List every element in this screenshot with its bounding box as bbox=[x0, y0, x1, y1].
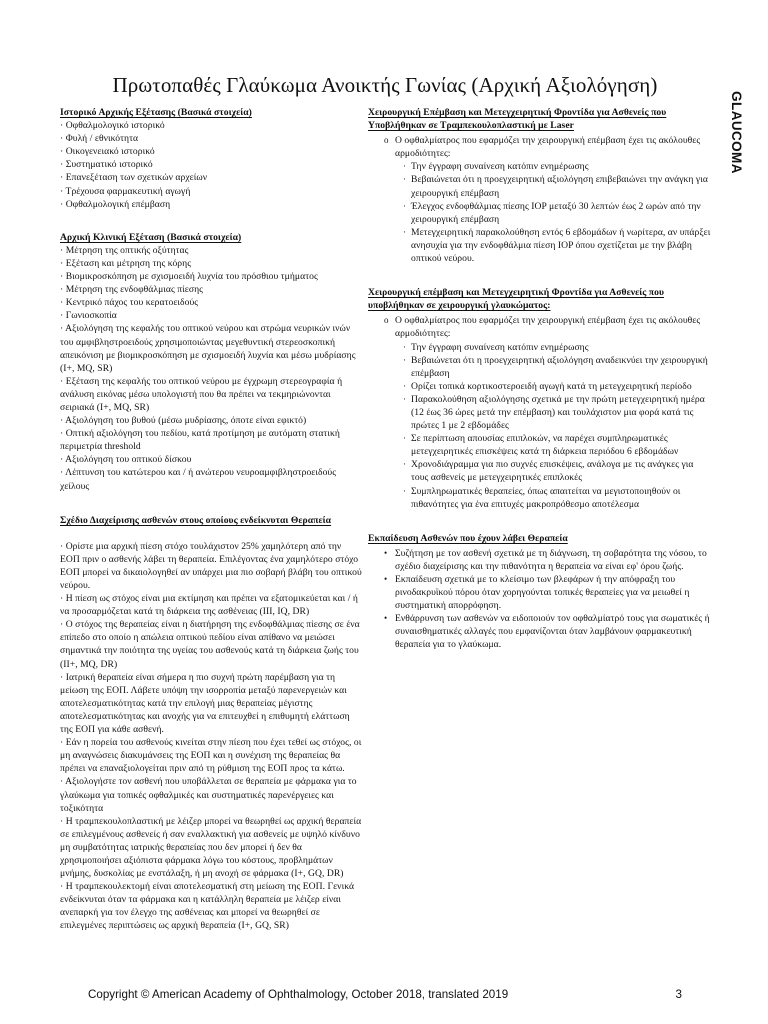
list-item: · Βεβαιώνεται ότι η προεγχειρητική αξιολόγηση επιβεβαιώνει την ανάγκη για χειρουργική επέμβαση bbox=[403, 174, 708, 199]
list-item: · Ιατρική θεραπεία είναι σήμερα η πιο συχνή πρώτη παρέμβαση για τη μείωση της ΕΟΠ. Λάβετε υπόψη την ισορροπία μεταξύ παρενεργειών και αποτελεσματικότητας κατά την επιλογή μιας θεραπείας μέγιστης αποτελεσματικότητας και ανοχής για να επιτευχθεί η επιθυμητή ελάττωση της ΕΟΠ για κάθε ασθενή. bbox=[60, 671, 350, 736]
list-item: · Αξιολόγηση του βυθού (μέσω μυδρίασης, όποτε είναι εφικτό) bbox=[60, 415, 307, 427]
left-column bbox=[60, 106, 362, 933]
section-laser-surgery bbox=[368, 106, 713, 265]
page-number: 3 bbox=[675, 988, 682, 1001]
list-item: · Αξιολόγηση της κεφαλής του οπτικού νεύρου και στρώμα νευρικών ινών του αμφιβληστροειδούς χρησιμοποιώντας μεγεθυντική στερεοσκοπική απεικόνιση με βιομικροσκόπηση με σχισμοειδή λυχνία και μέσω μυδρίασης (I+, MQ, SR) bbox=[60, 323, 356, 374]
list-item: · Γωνιοσκοπία bbox=[60, 310, 117, 322]
section-title: Χειρουργική Επέμβαση και Μετεγχειρητική Φροντίδα για Ασθενείς που Υποβλήθηκαν σε Τραμπεκουλοπλαστική με Laser bbox=[368, 107, 667, 132]
list-item: · Εξέταση και μέτρηση της κόρης bbox=[60, 257, 192, 269]
section-title: Σχέδιο Διαχείρισης ασθενών στους οποίους ενδείκνυται Θεραπεία bbox=[60, 514, 332, 526]
list-item: · Τρέχουσα φαρμακευτική αγωγή bbox=[60, 185, 191, 197]
section-title: Χειρουργική επέμβαση και Μετεγχειρητική Φροντίδα για Ασθενείς που υποβλήθηκαν σε χειρουργική γλαυκώματος: bbox=[368, 287, 664, 312]
list-item: · Την έγγραφη συναίνεση κατόπιν ενημέρωσης bbox=[403, 161, 589, 173]
list-item: · Επανεξέταση των σχετικών αρχείων bbox=[60, 172, 208, 184]
list-item: · Μέτρηση της ενδοφθάλμιας πίεσης bbox=[60, 284, 204, 296]
list-item: · Η πίεση ως στόχος είναι μια εκτίμηση και πρέπει να εξατομικεύεται και / ή να προσαρμόζεται κατά τη διάρκεια της ασθένειας (III, IQ, DR) bbox=[60, 593, 358, 618]
section-glaucoma-surgery bbox=[368, 286, 713, 511]
list-item: · Οπτική αξιολόγηση του πεδίου, κατά προτίμηση με αυτόματη στατική περιμετρία threshold bbox=[60, 428, 340, 453]
list-item: • Συζήτηση με τον ασθενή σχετικά με τη διάγνωση, τη σοβαρότητα της νόσου, το σχέδιο διαχείρισης και την πιθανότητα η θεραπεία να είναι εφ' όρου ζωής. bbox=[384, 547, 707, 572]
list-item: · Αξιολογήστε τον ασθενή που υποβάλλεται σε θεραπεία με φάρμακα για το γλαύκωμα για τοπικές οφθαλμικές και συστηματικές παρενέργειες και τοξικότητα bbox=[60, 776, 357, 814]
list-item: · Χρονοδιάγραμμα για πιο συχνές επισκέψεις, ανάλογα με τις ανάγκες για τους ασθενείς με μετεγχειρητικές επιπλοκές bbox=[403, 459, 694, 484]
sidebar-label bbox=[722, 72, 750, 192]
list-item: · Κεντρικό πάχος του κερατοειδούς bbox=[60, 297, 199, 309]
section-initial-exam bbox=[60, 231, 362, 493]
section-title: Ιστορικό Αρχικής Εξέτασης (Βασικά στοιχεία) bbox=[60, 107, 252, 118]
section-title: Εκπαίδευση Ασθενών που έχουν λάβει Θεραπεία bbox=[368, 532, 568, 544]
section-patient-education bbox=[368, 532, 713, 652]
list-item: · Βιομικροσκόπηση με σχισμοειδή λυχνία του πρόσθιου τμήματος bbox=[60, 271, 318, 283]
footer-copyright: Copyright © American Academy of Ophthalmology, October 2018, translated 2019 bbox=[88, 988, 509, 1001]
list-item: · Έλεγχος ενδοφθάλμιας πίεσης IOP μεταξύ 30 λεπτών έως 2 ωρών από την χειρουργική επέμβαση bbox=[403, 200, 701, 225]
list-item: · Συστηματικό ιστορικό bbox=[60, 159, 153, 171]
right-column bbox=[368, 106, 713, 652]
list-item: · Φυλή / εθνικότητα bbox=[60, 133, 139, 145]
list-item: · Ο στόχος της θεραπείας είναι η διατήρηση της ενδοφθάλμιας πίεσης σε ένα επίπεδο στο οποίο η απώλεια οπτικού πεδίου είναι απίθανο να μειώσει σημαντικά την ποιότητα της υγείας του ασθενούς κατά τη διάρκεια ζωής του (II+, MQ, DR) bbox=[60, 619, 360, 670]
list-item: • Εκπαίδευση σχετικά με το κλείσιμο των βλεφάρων ή την απόφραξη του ρινοδακρυϊκού πόρου όταν χορηγούνται τοπικές θεραπείες για να μειωθεί η συστηματική απορρόφηση. bbox=[384, 574, 690, 612]
list-item: • Ενθάρρυνση των ασθενών να ειδοποιούν τον οφθαλμίατρό τους για σωματικές ή συναισθηματικές αλλαγές που εμφανίζονται όταν λαμβάνουν φαρμακευτική θεραπεία για το γλαύκωμα. bbox=[384, 613, 710, 651]
section-initial-history bbox=[60, 106, 362, 211]
list-item: o Ο οφθαλμίατρος που εφαρμόζει την χειρουργική επέμβαση έχει τις ακόλουθες αρμοδιότητες: bbox=[384, 135, 701, 160]
section-management-plan bbox=[60, 514, 362, 933]
section-title: Αρχική Κλινική Εξέταση (Βασικά στοιχεία) bbox=[60, 231, 242, 243]
list-item: · Βεβαιώνεται ότι η προεγχειρητική αξιολόγηση αναδεικνύει την χειρουργική επέμβαση bbox=[403, 354, 708, 379]
list-item: · Αξιολόγηση του οπτικού δίσκου bbox=[60, 454, 192, 466]
list-item: · Οφθαλμολογική επέμβαση bbox=[60, 198, 171, 210]
page-title: Πρωτοπαθές Γλαύκωμα Ανοικτής Γωνίας (Αρχική Αξιολόγηση) bbox=[112, 73, 658, 97]
list-item: · Παρακολούθηση αξιολόγησης σχετικά με την πρώτη μετεγχειρητική ημέρα (12 έως 36 ώρες μετά την επέμβαση) και τουλάχιστον μια φορά κατά τις πρώτες 1 με 2 εβδομάδες bbox=[403, 393, 705, 432]
list-item: · Λέπτυνση του κατώτερου και / ή ανώτερου νευροαμφιβληστροειδούς χείλους bbox=[60, 467, 337, 492]
list-item: · Εάν η πορεία του ασθενούς κινείται στην πίεση που έχει τεθεί ως στόχος, οι μη αναγνώσεις διακυμάνσεις της ΕΟΠ και η συνέχιση της θεραπείας θα πρέπει να επαναξιολογείται πριν από τη ρύθμιση της ΕΟΠ προς τα κάτω. bbox=[60, 737, 362, 775]
list-item: · Συμπληρωματικές θεραπείες, όπως απαιτείται να μεγιστοποιηθούν οι πιθανότητες για ένα επιτυχές μακροπρόθεσμο αποτέλεσμα bbox=[403, 485, 681, 510]
list-item: · Σε περίπτωση απουσίας επιπλοκών, να παρέχει συμπληρωματικές μετεγχειρητικές επισκέψεις κατά τη διάρκεια περιόδου 6 εβδομάδων bbox=[403, 433, 679, 458]
list-item: · Μετεγχειρητική παρακολούθηση εντός 6 εβδομάδων ή νωρίτερα, αν υπάρξει ανησυχία για την ενδοφθάλμια πίεση IOP όπου σχετίζεται με την βλάβη οπτικού νεύρου. bbox=[403, 226, 711, 265]
list-item: · Οφθαλμολογικό ιστορικό bbox=[60, 120, 165, 132]
sidebar-label-text: GLAUCOMA bbox=[728, 90, 744, 174]
list-item: · Μέτρηση της οπτικής οξύτητας bbox=[60, 244, 189, 256]
list-item: · Ορίστε μια αρχική πίεση στόχο τουλάχιστον 25% χαμηλότερη από την ΕΟΠ πριν ο ασθενής λάβει τη θεραπεία. Επιλέγοντας ένα χαμηλότερο στόχο ΕΟΠ μπορεί να δικαιολογηθεί αν υπάρχει μια πιο σοβαρή βλάβη του οπτικού νεύρου. bbox=[60, 540, 362, 591]
list-item: · Οικογενειακό ιστορικό bbox=[60, 146, 155, 158]
list-item: · Η τραμπεκουλοπλαστική με λέιζερ μπορεί να θεωρηθεί ως αρχική θεραπεία σε επιλεγμένους ασθενείς ή σαν εναλλακτική για ασθενείς με υψηλό κίνδυνο μη συμβατότητας ιατρικής θεραπείας που δεν μπορεί ή δεν θα χρησιμοποιήσει αξιόπιστα φάρμακα λόγω του κόστους, προβλημάτων μνήμης, δυσκολίας με ενστάλαξη, ή μη ανοχή σε φάρμακα (I+, GQ, DR) bbox=[60, 815, 362, 880]
list-item: o Ο οφθαλμίατρος που εφαρμόζει την χειρουργική επέμβαση έχει τις ακόλουθες αρμοδιότητες: bbox=[384, 315, 701, 340]
list-item: · Ορίζει τοπικά κορτικοστεροειδή αγωγή κατά τη μετεγχειρητική περίοδο bbox=[403, 380, 692, 392]
list-item: · Η τραμπεκουλεκτομή είναι αποτελεσματική στη μείωση της ΕΟΠ. Γενικά ενδείκνυται όταν τα φάρμακα και η κατάλληλη θεραπεία με λέιζερ είναι ανεπαρκή για τον έλεγχο της ασθένειας και μπορεί να θεωρηθεί σε επιλεγμένες περιπτώσεις ως αρχική θεραπεία (I+, GQ, SR) bbox=[60, 881, 355, 932]
list-item: · Την έγγραφη συναίνεση κατόπιν ενημέρωσης bbox=[403, 341, 589, 353]
list-item: · Εξέταση της κεφαλής του οπτικού νεύρου με έγχρωμη στερεογραφία ή ανάλυση εικόνας μέσω υπολογιστή που θα πρέπει να τεκμηριώνονται σειριακά (I+, MQ, SR) bbox=[60, 375, 343, 413]
